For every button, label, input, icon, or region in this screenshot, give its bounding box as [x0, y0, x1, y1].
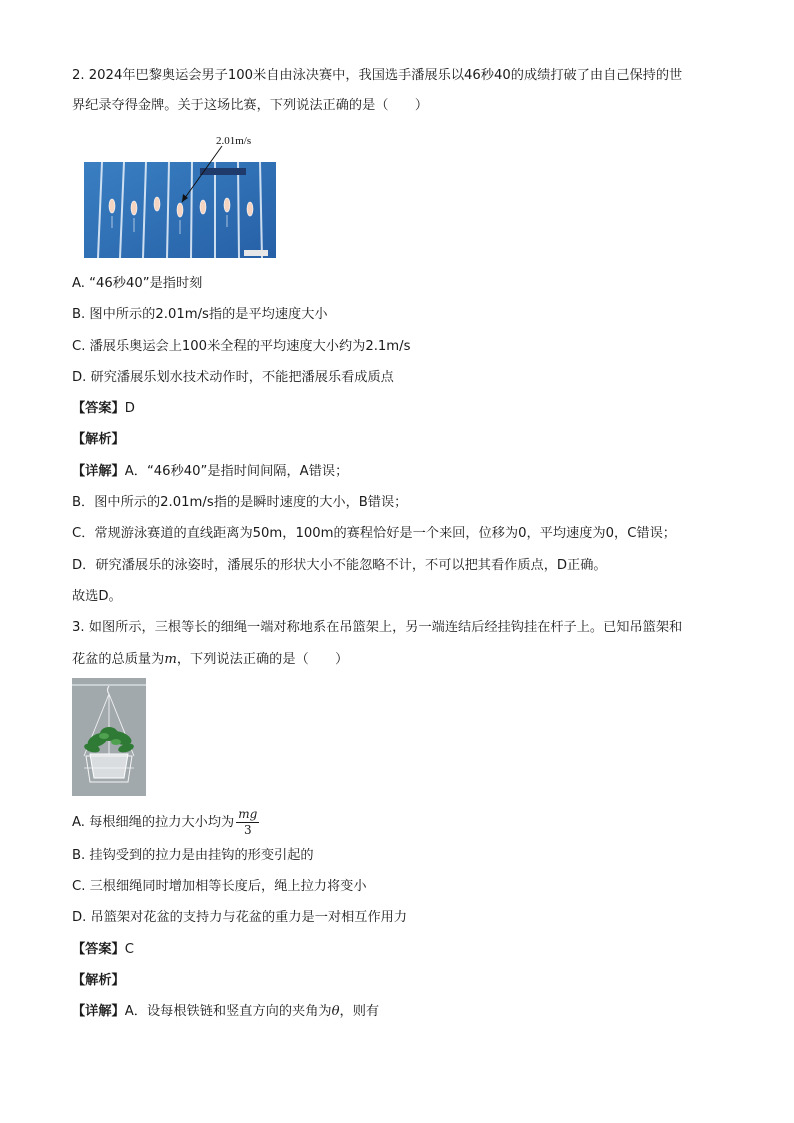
stem-text-end: ，下列说法正确的是（ ）	[176, 652, 349, 667]
hanging-basket-figure	[72, 678, 146, 796]
q2-detail-line1	[72, 462, 348, 482]
q3-stem-line1: 3. 如图所示，三根等长的细绳一端对称地系在吊篮架上，另一端连结后经挂钩挂在杆子上。已知吊篮架和	[72, 620, 683, 635]
detail-text: A．设每根铁链和竖直方向的夹角为	[124, 1004, 332, 1019]
q2-answer	[72, 399, 135, 419]
fraction-mg-over-3	[236, 807, 259, 838]
q2-stem-line2: 界纪录夺得金牌。关于这场比赛，下列说法正确的是（ ）	[72, 98, 429, 113]
analysis-tag: 【解析】	[72, 432, 125, 447]
stem-text: 花盆的总质量为	[72, 652, 165, 667]
q2-detail-line4: D．研究潘展乐的泳姿时，潘展乐的形状大小不能忽略不计，不可以把其看作质点，D正确。	[72, 558, 607, 573]
q2-option-b: B. 图中所示的2.01m/s指的是平均速度大小	[72, 307, 328, 322]
swimming-race-figure	[82, 128, 278, 260]
q3-analysis-tag	[72, 971, 125, 991]
q3-option-d: D. 吊篮架对花盆的支持力与花盆的重力是一对相互作用力	[72, 910, 408, 925]
detail-tag: 【详解】	[72, 1004, 125, 1019]
q3-stem-line2	[72, 650, 348, 670]
q2-option-a: A. “46秒40”是指时刻	[72, 276, 203, 291]
q3-option-a	[72, 806, 259, 840]
q3-option-b: B. 挂钩受到的拉力是由挂钩的形变引起的	[72, 848, 314, 863]
answer-tag: 【答案】	[72, 401, 125, 416]
detail-text-end: ，则有	[339, 1004, 380, 1019]
analysis-tag: 【解析】	[72, 973, 125, 988]
detail-tag: 【详解】	[72, 464, 125, 479]
q3-detail-line1	[72, 1002, 379, 1022]
q2-detail-line3: C．常规游泳赛道的直线距离为50m，100m的赛程恰好是一个来回，位移为0，平均速度为0，C错误；	[72, 526, 676, 541]
q2-option-d: D. 研究潘展乐划水技术动作时，不能把潘展乐看成质点	[72, 370, 394, 385]
detail-text: A．“46秒40”是指时间间隔，A错误；	[124, 464, 349, 479]
q2-stem-line1: 2. 2024年巴黎奥运会男子100米自由泳决赛中，我国选手潘展乐以46秒40的成绩打破了由自己保持的世	[72, 68, 683, 83]
q2-analysis-tag	[72, 430, 125, 450]
q2-option-c: C. 潘展乐奥运会上100米全程的平均速度大小约为2.1m/s	[72, 339, 411, 354]
answer-value: D	[124, 401, 135, 416]
fraction-denominator: 3	[243, 822, 252, 837]
mass-variable: m	[164, 652, 177, 667]
answer-value: C	[124, 942, 134, 957]
q3-answer	[72, 940, 134, 960]
q2-conclusion: 故选D。	[72, 589, 122, 604]
q2-detail-line2: B．图中所示的2.01m/s指的是瞬时速度的大小，B错误；	[72, 495, 408, 510]
q3-option-c: C. 三根细绳同时增加相等长度后，绳上拉力将变小	[72, 879, 367, 894]
answer-tag: 【答案】	[72, 942, 125, 957]
speed-label: 2.01m/s	[216, 135, 252, 147]
fraction-numerator: mg	[238, 806, 258, 821]
theta-variable: θ	[331, 1004, 340, 1019]
option-a-text: A. 每根细绳的拉力大小均为	[72, 815, 235, 830]
